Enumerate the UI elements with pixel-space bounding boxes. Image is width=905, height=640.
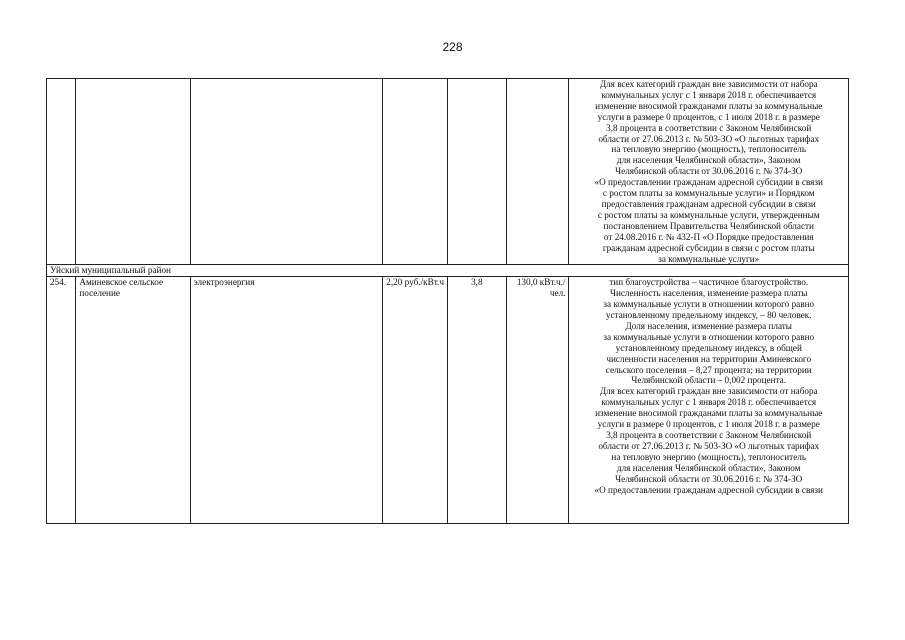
page-number: 228: [442, 40, 463, 54]
cell-note: Для всех категорий граждан вне зависимости от набора коммунальных услуг с 1 января 2018 г. обеспечивается изменение вносимой гражданами платы за коммунальные услуги в размере 0 процентов, с 1 июля 2018 г. в размере 3,8 процента в соответствии с Законом Челябинской области от 27.06.2013 г. № 503-ЗО «О льготных тарифах на тепловую энергию (мощность), теплоноситель для населения Челябинской области», Законом Челябинской области от 30.06.2016 г. № 374-ЗО «О предоставлении гражданам адресной субсидии в связи с ростом платы за коммунальные услуги» и Порядком предоставления гражданам адресной субсидии в связи с ростом платы за коммунальные услуги, утвержденным постановлением Правительства Челябинской области от 24.08.2016 г. № 432-П «О Порядке предоставления гражданам адресной субсидии в связи с ростом платы за коммунальные услуги»: [569, 79, 849, 265]
cell-index: [447, 79, 506, 265]
cell-note: тип благоустройства – частичное благоустройство. Численность населения, изменение размера платы за коммунальные услуги в отношении которого равно установленному предельному индексу, – 80 человек. Доля населения, изменение размера платы за коммунальные услуги в отношении которого равно установленному предельному индексу, в общей численности населения на территории Аминевского сельского поселения – 8,27 процента; на территории Челябинской области – 0,002 процента. Для всех категорий граждан вне зависимости от набора коммунальных услуг с 1 января 2018 г. обеспечивается изменение вносимой гражданами платы за коммунальные услуги в размере 0 процентов, с 1 июля 2018 г. в размере 3,8 процента в соответствии с Законом Челябинской области от 27.06.2013 г. № 503-ЗО «О льготных тарифах на тепловую энергию (мощность), теплоноситель для населения Челябинской области», Законом Челябинской области от 30.06.2016 г. № 374-ЗО «О предоставлении гражданам адресной субсидии в связи: [569, 277, 849, 524]
cell-number: [47, 79, 76, 265]
cell-norm: 130,0 кВт.ч./чел.: [506, 277, 569, 524]
cell-index: 3,8: [447, 277, 506, 524]
district-header: Уйский муниципальный район: [47, 265, 849, 277]
cell-tariff: [383, 79, 448, 265]
tariff-table: [46, 78, 849, 524]
cell-norm: [506, 79, 569, 265]
cell-tariff: 2,20 руб./кВт.ч: [383, 277, 448, 524]
cell-settlement: [76, 79, 190, 265]
cell-settlement: Аминевское сельское поселение: [76, 277, 190, 524]
district-row: [47, 265, 849, 277]
table-row: [47, 79, 849, 265]
cell-service: [190, 79, 382, 265]
cell-number: 254.: [47, 277, 76, 524]
cell-service: электроэнергия: [190, 277, 382, 524]
table-row: [47, 277, 849, 524]
